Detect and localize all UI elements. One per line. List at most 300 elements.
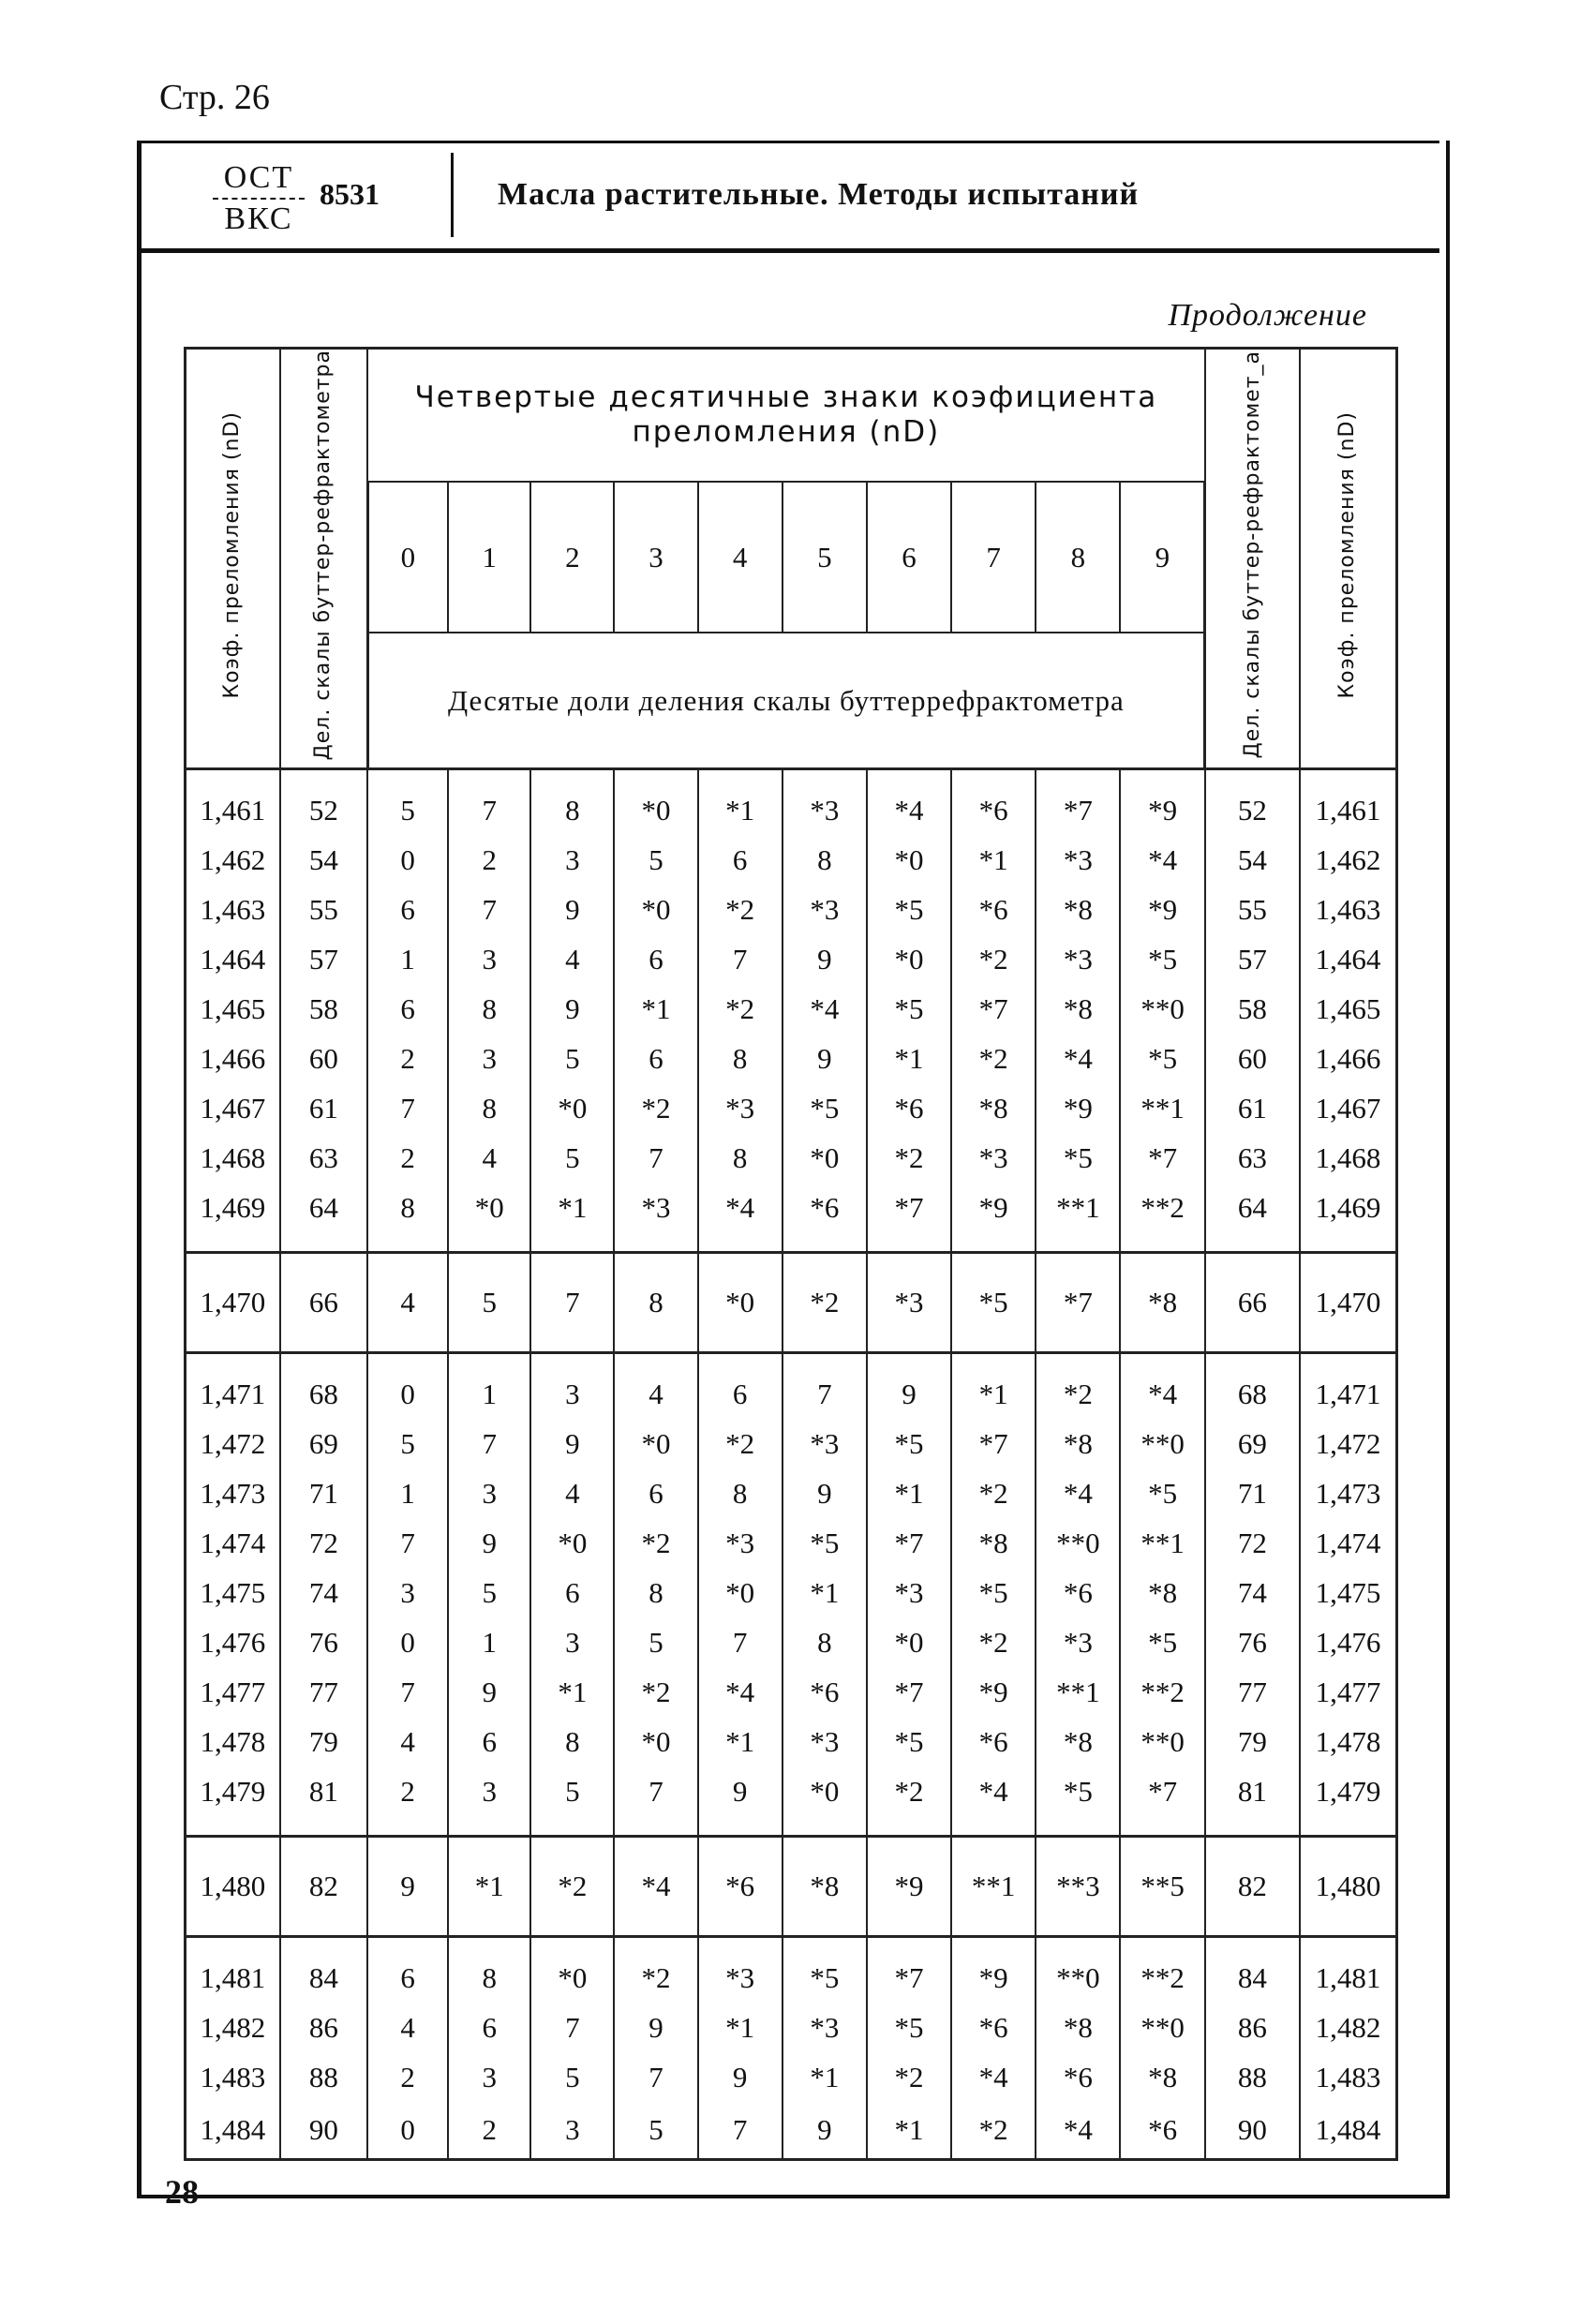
table-row bbox=[186, 1518, 1397, 1568]
tenths-value-cell: 3 bbox=[448, 1034, 530, 1083]
table-row bbox=[186, 1667, 1397, 1717]
tenths-value-cell: 5 bbox=[530, 1034, 614, 1083]
separator-cell bbox=[783, 1816, 867, 1837]
tenths-value-cell: *0 bbox=[530, 1518, 614, 1568]
divisions-cell-right: 57 bbox=[1205, 934, 1300, 984]
tenths-value-cell: *9 bbox=[951, 1937, 1036, 2004]
tenths-value-cell: 3 bbox=[530, 2102, 614, 2160]
coef-cell-right: 1,483 bbox=[1300, 2052, 1396, 2102]
tenths-value-cell: 8 bbox=[614, 1568, 697, 1617]
separator-cell bbox=[1300, 1816, 1396, 1837]
tenths-value-cell: 4 bbox=[367, 1253, 448, 1353]
divisions-cell-right: 63 bbox=[1205, 1133, 1300, 1183]
tenths-value-cell: *8 bbox=[1036, 1419, 1120, 1468]
tenths-value-cell: 5 bbox=[614, 835, 697, 885]
coef-cell: 1,468 bbox=[186, 1133, 280, 1183]
tenths-value-cell: 8 bbox=[448, 1083, 530, 1133]
tenths-value-cell: *9 bbox=[867, 1837, 951, 1937]
divisions-cell-right: 74 bbox=[1205, 1568, 1300, 1617]
tenths-value-cell: 8 bbox=[783, 835, 867, 885]
page-number: 28 bbox=[165, 2173, 199, 2211]
coef-cell-right: 1,477 bbox=[1300, 1667, 1396, 1717]
table-row bbox=[186, 769, 1397, 836]
tenths-value-cell: *2 bbox=[951, 2102, 1036, 2160]
coef-cell-right: 1,461 bbox=[1300, 769, 1396, 836]
tenths-value-cell: *1 bbox=[867, 1034, 951, 1083]
tenths-value-cell: *5 bbox=[1036, 1133, 1120, 1183]
coef-cell-right: 1,478 bbox=[1300, 1717, 1396, 1766]
divisions-cell-right: 54 bbox=[1205, 835, 1300, 885]
tenths-value-cell: *0 bbox=[614, 1717, 697, 1766]
tenths-value-cell: *7 bbox=[867, 1183, 951, 1232]
tenths-value-cell: *6 bbox=[951, 885, 1036, 934]
tenths-value-cell: *7 bbox=[1036, 1253, 1120, 1353]
tenths-value-cell: *5 bbox=[783, 1518, 867, 1568]
separator-cell bbox=[280, 1232, 367, 1253]
tenths-value-cell: 6 bbox=[367, 984, 448, 1034]
tenths-value-cell: *3 bbox=[783, 885, 867, 934]
table-row bbox=[186, 1837, 1397, 1937]
coef-cell-right: 1,482 bbox=[1300, 2003, 1396, 2052]
tenths-value-cell: **1 bbox=[1120, 1083, 1204, 1133]
tenths-value-cell: 3 bbox=[367, 1568, 448, 1617]
tenths-value-cell: *4 bbox=[698, 1183, 783, 1232]
tenths-value-cell: *4 bbox=[783, 984, 867, 1034]
table-row bbox=[186, 1083, 1397, 1133]
coef-cell: 1,462 bbox=[186, 835, 280, 885]
tenths-value-cell: *0 bbox=[614, 885, 697, 934]
digit-header: 4 bbox=[698, 482, 783, 633]
tenths-value-cell: 5 bbox=[367, 769, 448, 836]
tenths-value-cell: 5 bbox=[448, 1568, 530, 1617]
divisions-cell: 64 bbox=[280, 1183, 367, 1232]
tenths-value-cell: 8 bbox=[448, 1937, 530, 2004]
tenths-value-cell: 2 bbox=[367, 2052, 448, 2102]
tenths-value-cell: 8 bbox=[698, 1133, 783, 1183]
tenths-value-cell: *0 bbox=[448, 1183, 530, 1232]
separator-cell bbox=[186, 1816, 280, 1837]
divisions-cell-right: 90 bbox=[1205, 2102, 1300, 2160]
tenths-value-cell: 5 bbox=[530, 1766, 614, 1816]
tenths-value-cell: 3 bbox=[530, 1617, 614, 1667]
group-separator bbox=[186, 1232, 1397, 1253]
tenths-value-cell: 3 bbox=[448, 1468, 530, 1518]
coef-cell: 1,461 bbox=[186, 769, 280, 836]
tenths-value-cell: 8 bbox=[783, 1617, 867, 1667]
table-row bbox=[186, 1717, 1397, 1766]
tenths-value-cell: **1 bbox=[1036, 1667, 1120, 1717]
digit-header: 5 bbox=[783, 482, 867, 633]
tenths-value-cell: 5 bbox=[530, 2052, 614, 2102]
tenths-value-cell: *0 bbox=[614, 769, 697, 836]
table-row bbox=[186, 885, 1397, 934]
coef-cell-right: 1,480 bbox=[1300, 1837, 1396, 1937]
coef-cell: 1,472 bbox=[186, 1419, 280, 1468]
tenths-value-cell: *2 bbox=[1036, 1353, 1120, 1420]
tenths-value-cell: *3 bbox=[698, 1518, 783, 1568]
coef-cell-right: 1,462 bbox=[1300, 835, 1396, 885]
tenths-value-cell: *1 bbox=[698, 1717, 783, 1766]
tenths-value-cell: *7 bbox=[951, 984, 1036, 1034]
tenths-value-cell: 0 bbox=[367, 835, 448, 885]
table-row bbox=[186, 2102, 1397, 2160]
tenths-value-cell: 5 bbox=[367, 1419, 448, 1468]
tenths-value-cell: 7 bbox=[698, 1617, 783, 1667]
tenths-value-cell: 2 bbox=[367, 1133, 448, 1183]
tenths-value-cell: *5 bbox=[951, 1253, 1036, 1353]
separator-cell bbox=[783, 1232, 867, 1253]
tenths-value-cell: **3 bbox=[1036, 1837, 1120, 1937]
tenths-value-cell: 4 bbox=[367, 2003, 448, 2052]
tenths-value-cell: *6 bbox=[698, 1837, 783, 1937]
table-row bbox=[186, 1183, 1397, 1232]
tenths-value-cell: *1 bbox=[530, 1667, 614, 1717]
tenths-value-cell: *5 bbox=[951, 1568, 1036, 1617]
tenths-value-cell: 5 bbox=[448, 1253, 530, 1353]
tenths-value-cell: *2 bbox=[614, 1518, 697, 1568]
tenths-value-cell: *9 bbox=[951, 1667, 1036, 1717]
tenths-value-cell: 3 bbox=[530, 835, 614, 885]
tenths-value-cell: **0 bbox=[1120, 1419, 1204, 1468]
divisions-cell: 71 bbox=[280, 1468, 367, 1518]
tenths-value-cell: 7 bbox=[367, 1518, 448, 1568]
tenths-value-cell: *4 bbox=[1120, 835, 1204, 885]
divisions-cell: 74 bbox=[280, 1568, 367, 1617]
separator-cell bbox=[367, 1232, 448, 1253]
digit-header: 0 bbox=[367, 482, 448, 633]
tenths-value-cell: **2 bbox=[1120, 1183, 1204, 1232]
tenths-value-cell: 2 bbox=[448, 2102, 530, 2160]
tenths-value-cell: 9 bbox=[530, 1419, 614, 1468]
tenths-value-cell: 7 bbox=[448, 1419, 530, 1468]
divisions-cell: 86 bbox=[280, 2003, 367, 2052]
divisions-cell-right: 81 bbox=[1205, 1766, 1300, 1816]
tenths-value-cell: *6 bbox=[867, 1083, 951, 1133]
coef-cell-right: 1,464 bbox=[1300, 934, 1396, 984]
tenths-value-cell: 7 bbox=[367, 1083, 448, 1133]
tenths-value-cell: 1 bbox=[448, 1353, 530, 1420]
standard-sub: ВКС bbox=[224, 201, 293, 236]
tenths-value-cell: 3 bbox=[448, 934, 530, 984]
tenths-value-cell: *4 bbox=[1120, 1353, 1204, 1420]
tenths-value-cell: *2 bbox=[698, 885, 783, 934]
coef-cell-right: 1,484 bbox=[1300, 2102, 1396, 2160]
tenths-value-cell: *2 bbox=[951, 1034, 1036, 1083]
tenths-value-cell: 9 bbox=[783, 1034, 867, 1083]
tenths-value-cell: 7 bbox=[783, 1353, 867, 1420]
document-title: Масла растительные. Методы испытаний bbox=[498, 177, 1140, 212]
divisions-cell: 82 bbox=[280, 1837, 367, 1937]
tenths-value-cell: 8 bbox=[530, 1717, 614, 1766]
tenths-value-cell: 1 bbox=[448, 1617, 530, 1667]
tenths-value-cell: *2 bbox=[698, 1419, 783, 1468]
tenths-value-cell: *6 bbox=[951, 1717, 1036, 1766]
tenths-value-cell: *2 bbox=[951, 1617, 1036, 1667]
tenths-value-cell: *5 bbox=[1120, 1034, 1204, 1083]
coef-cell-right: 1,471 bbox=[1300, 1353, 1396, 1420]
tenths-value-cell: *1 bbox=[783, 2052, 867, 2102]
tenths-value-cell: 2 bbox=[367, 1766, 448, 1816]
tenths-value-cell: 4 bbox=[614, 1353, 697, 1420]
divisions-cell: 72 bbox=[280, 1518, 367, 1568]
separator-cell bbox=[698, 1232, 783, 1253]
table-row bbox=[186, 1617, 1397, 1667]
coef-cell: 1,469 bbox=[186, 1183, 280, 1232]
table-row bbox=[186, 1468, 1397, 1518]
tenths-value-cell: *3 bbox=[1036, 835, 1120, 885]
separator-cell bbox=[1205, 1232, 1300, 1253]
divisions-cell: 57 bbox=[280, 934, 367, 984]
coef-cell: 1,474 bbox=[186, 1518, 280, 1568]
divisions-cell: 77 bbox=[280, 1667, 367, 1717]
coef-cell: 1,483 bbox=[186, 2052, 280, 2102]
tenths-value-cell: 7 bbox=[448, 769, 530, 836]
divisions-cell-right: 86 bbox=[1205, 2003, 1300, 2052]
divisions-cell-right: 84 bbox=[1205, 1937, 1300, 2004]
divisions-cell-right: 76 bbox=[1205, 1617, 1300, 1667]
divisions-cell: 84 bbox=[280, 1937, 367, 2004]
coef-cell: 1,467 bbox=[186, 1083, 280, 1133]
coef-cell-right: 1,481 bbox=[1300, 1937, 1396, 2004]
table-row bbox=[186, 1034, 1397, 1083]
coef-cell: 1,465 bbox=[186, 984, 280, 1034]
tenths-value-cell: *7 bbox=[1120, 1766, 1204, 1816]
table-row bbox=[186, 1253, 1397, 1353]
tenths-value-cell: *8 bbox=[1120, 1253, 1204, 1353]
tenths-value-cell: *7 bbox=[867, 1518, 951, 1568]
separator-cell bbox=[448, 1232, 530, 1253]
table-row bbox=[186, 2003, 1397, 2052]
separator-cell bbox=[448, 1816, 530, 1837]
separator-cell bbox=[186, 1232, 280, 1253]
header-divider bbox=[451, 153, 454, 237]
tenths-value-cell: *0 bbox=[867, 934, 951, 984]
tenths-value-cell: *1 bbox=[951, 1353, 1036, 1420]
tenths-value-cell: *8 bbox=[783, 1837, 867, 1937]
tenths-value-cell: 6 bbox=[530, 1568, 614, 1617]
separator-cell bbox=[1036, 1816, 1120, 1837]
coef-cell-right: 1,467 bbox=[1300, 1083, 1396, 1133]
separator-cell bbox=[867, 1816, 951, 1837]
tenths-value-cell: 9 bbox=[783, 934, 867, 984]
tenths-value-cell: **2 bbox=[1120, 1937, 1204, 2004]
tenths-value-cell: *2 bbox=[530, 1837, 614, 1937]
tenths-label: Десятые доли деления скалы буттеррефрактометра bbox=[367, 633, 1205, 769]
coef-cell: 1,470 bbox=[186, 1253, 280, 1353]
tenths-value-cell: *0 bbox=[530, 1083, 614, 1133]
tenths-value-cell: **1 bbox=[1120, 1518, 1204, 1568]
tenths-value-cell: *1 bbox=[951, 835, 1036, 885]
tenths-value-cell: 7 bbox=[614, 2052, 697, 2102]
tenths-value-cell: *6 bbox=[783, 1183, 867, 1232]
tenths-value-cell: *7 bbox=[867, 1667, 951, 1717]
coef-cell-right: 1,466 bbox=[1300, 1034, 1396, 1083]
table-row bbox=[186, 1766, 1397, 1816]
tenths-value-cell: *5 bbox=[1036, 1766, 1120, 1816]
coef-cell: 1,464 bbox=[186, 934, 280, 984]
table-row bbox=[186, 835, 1397, 885]
tenths-value-cell: *8 bbox=[1036, 984, 1120, 1034]
divisions-cell: 90 bbox=[280, 2102, 367, 2160]
coef-cell: 1,473 bbox=[186, 1468, 280, 1518]
coef-cell-right: 1,473 bbox=[1300, 1468, 1396, 1518]
tenths-value-cell: *1 bbox=[448, 1837, 530, 1937]
tenths-value-cell: *5 bbox=[1120, 934, 1204, 984]
tenths-value-cell: *7 bbox=[951, 1419, 1036, 1468]
tenths-value-cell: *5 bbox=[1120, 1617, 1204, 1667]
tenths-value-cell: 9 bbox=[367, 1837, 448, 1937]
coef-column-header: Коэф. преломления (nD) bbox=[186, 349, 280, 769]
tenths-value-cell: *0 bbox=[698, 1253, 783, 1353]
digit-header: 2 bbox=[530, 482, 614, 633]
tenths-value-cell: *3 bbox=[783, 2003, 867, 2052]
group-separator bbox=[186, 1816, 1397, 1837]
separator-cell bbox=[1120, 1232, 1204, 1253]
table-row bbox=[186, 1353, 1397, 1420]
tenths-value-cell: 6 bbox=[367, 885, 448, 934]
divisions-cell: 81 bbox=[280, 1766, 367, 1816]
tenths-value-cell: 4 bbox=[530, 934, 614, 984]
digit-header: 1 bbox=[448, 482, 530, 633]
tenths-value-cell: *2 bbox=[783, 1253, 867, 1353]
tenths-value-cell: *8 bbox=[1120, 2052, 1204, 2102]
tenths-value-cell: 7 bbox=[530, 1253, 614, 1353]
tenths-value-cell: 8 bbox=[530, 769, 614, 836]
tenths-value-cell: *1 bbox=[698, 769, 783, 836]
tenths-value-cell: *5 bbox=[1120, 1468, 1204, 1518]
tenths-value-cell: *0 bbox=[530, 1937, 614, 2004]
tenths-value-cell: 2 bbox=[367, 1034, 448, 1083]
tenths-value-cell: *3 bbox=[783, 1419, 867, 1468]
tenths-value-cell: 8 bbox=[448, 984, 530, 1034]
divisions-cell: 61 bbox=[280, 1083, 367, 1133]
coef-cell-right: 1,472 bbox=[1300, 1419, 1396, 1468]
tenths-value-cell: **0 bbox=[1120, 984, 1204, 1034]
divisions-cell: 76 bbox=[280, 1617, 367, 1667]
table-row bbox=[186, 1568, 1397, 1617]
tenths-value-cell: 7 bbox=[448, 885, 530, 934]
tenths-value-cell: *4 bbox=[1036, 1034, 1120, 1083]
tenths-value-cell: *3 bbox=[783, 1717, 867, 1766]
tenths-value-cell: *0 bbox=[614, 1419, 697, 1468]
tenths-value-cell: *7 bbox=[1036, 769, 1120, 836]
divisions-cell: 69 bbox=[280, 1419, 367, 1468]
tenths-value-cell: *8 bbox=[1036, 885, 1120, 934]
tenths-value-cell: *1 bbox=[867, 2102, 951, 2160]
tenths-value-cell: *7 bbox=[867, 1937, 951, 2004]
tenths-value-cell: *5 bbox=[867, 1717, 951, 1766]
separator-cell bbox=[951, 1232, 1036, 1253]
tenths-value-cell: *1 bbox=[867, 1468, 951, 1518]
coef-cell-right: 1,465 bbox=[1300, 984, 1396, 1034]
coef-column-header-right: Коэф. преломления (nD) bbox=[1300, 349, 1396, 769]
divisions-cell-right: 55 bbox=[1205, 885, 1300, 934]
coef-cell-right: 1,468 bbox=[1300, 1133, 1396, 1183]
tenths-value-cell: 7 bbox=[367, 1667, 448, 1717]
tenths-value-cell: *5 bbox=[867, 984, 951, 1034]
tenths-value-cell: *6 bbox=[951, 2003, 1036, 2052]
coef-cell-right: 1,463 bbox=[1300, 885, 1396, 934]
tenths-value-cell: 8 bbox=[367, 1183, 448, 1232]
separator-cell bbox=[1205, 1816, 1300, 1837]
tenths-value-cell: *9 bbox=[1120, 885, 1204, 934]
divisions-cell-right: 64 bbox=[1205, 1183, 1300, 1232]
coef-cell: 1,475 bbox=[186, 1568, 280, 1617]
separator-cell bbox=[530, 1232, 614, 1253]
tenths-value-cell: 5 bbox=[614, 2102, 697, 2160]
tenths-value-cell: *0 bbox=[698, 1568, 783, 1617]
standard-code bbox=[207, 160, 310, 237]
tenths-value-cell: 5 bbox=[614, 1617, 697, 1667]
tenths-value-cell: *1 bbox=[614, 984, 697, 1034]
tenths-value-cell: 4 bbox=[367, 1717, 448, 1766]
divisions-cell-right: 71 bbox=[1205, 1468, 1300, 1518]
table-row bbox=[186, 934, 1397, 984]
divisions-column-header: Дел. скалы буттер-рефрактометра bbox=[280, 349, 367, 769]
tenths-value-cell: *9 bbox=[1036, 1083, 1120, 1133]
tenths-value-cell: 7 bbox=[614, 1133, 697, 1183]
tenths-value-cell: 5 bbox=[530, 1133, 614, 1183]
divisions-cell: 55 bbox=[280, 885, 367, 934]
digit-header: 8 bbox=[1036, 482, 1120, 633]
document-header bbox=[142, 143, 1439, 253]
table-row bbox=[186, 1419, 1397, 1468]
divisions-column-header-right: Дел. скалы буттер-рефрактомет_a bbox=[1205, 349, 1300, 769]
tenths-value-cell: *9 bbox=[1120, 769, 1204, 836]
tenths-value-cell: 9 bbox=[698, 1766, 783, 1816]
tenths-value-cell: *2 bbox=[614, 1083, 697, 1133]
coef-cell: 1,477 bbox=[186, 1667, 280, 1717]
tenths-value-cell: *0 bbox=[783, 1133, 867, 1183]
tenths-value-cell: 6 bbox=[698, 835, 783, 885]
separator-cell bbox=[1300, 1232, 1396, 1253]
tenths-value-cell: *6 bbox=[783, 1667, 867, 1717]
tenths-value-cell: *2 bbox=[614, 1667, 697, 1717]
divisions-cell-right: 58 bbox=[1205, 984, 1300, 1034]
tenths-value-cell: 7 bbox=[530, 2003, 614, 2052]
divisions-cell-right: 72 bbox=[1205, 1518, 1300, 1568]
separator-cell bbox=[698, 1816, 783, 1837]
table-row bbox=[186, 984, 1397, 1034]
tenths-value-cell: 4 bbox=[530, 1468, 614, 1518]
coef-cell: 1,463 bbox=[186, 885, 280, 934]
tenths-value-cell: 7 bbox=[614, 1766, 697, 1816]
tenths-value-cell: *1 bbox=[698, 2003, 783, 2052]
divisions-cell-right: 61 bbox=[1205, 1083, 1300, 1133]
tenths-value-cell: **0 bbox=[1120, 2003, 1204, 2052]
divisions-cell-right: 68 bbox=[1205, 1353, 1300, 1420]
standard-number: 8531 bbox=[320, 177, 380, 211]
divisions-cell: 63 bbox=[280, 1133, 367, 1183]
tenths-value-cell: 9 bbox=[530, 885, 614, 934]
digit-header: 7 bbox=[951, 482, 1036, 633]
tenths-value-cell: *3 bbox=[1036, 1617, 1120, 1667]
tenths-value-cell: 0 bbox=[367, 1617, 448, 1667]
tenths-value-cell: 6 bbox=[614, 934, 697, 984]
divisions-cell-right: 66 bbox=[1205, 1253, 1300, 1353]
tenths-value-cell: *2 bbox=[614, 1937, 697, 2004]
tenths-value-cell: *6 bbox=[1120, 2102, 1204, 2160]
tenths-value-cell: 7 bbox=[698, 934, 783, 984]
tenths-value-cell: *0 bbox=[867, 835, 951, 885]
tenths-value-cell: *8 bbox=[951, 1518, 1036, 1568]
tenths-value-cell: *3 bbox=[1036, 934, 1120, 984]
tenths-value-cell: *3 bbox=[698, 1083, 783, 1133]
refraction-table bbox=[184, 347, 1398, 2161]
tenths-value-cell: *3 bbox=[867, 1568, 951, 1617]
separator-cell bbox=[614, 1816, 697, 1837]
table-row bbox=[186, 2052, 1397, 2102]
